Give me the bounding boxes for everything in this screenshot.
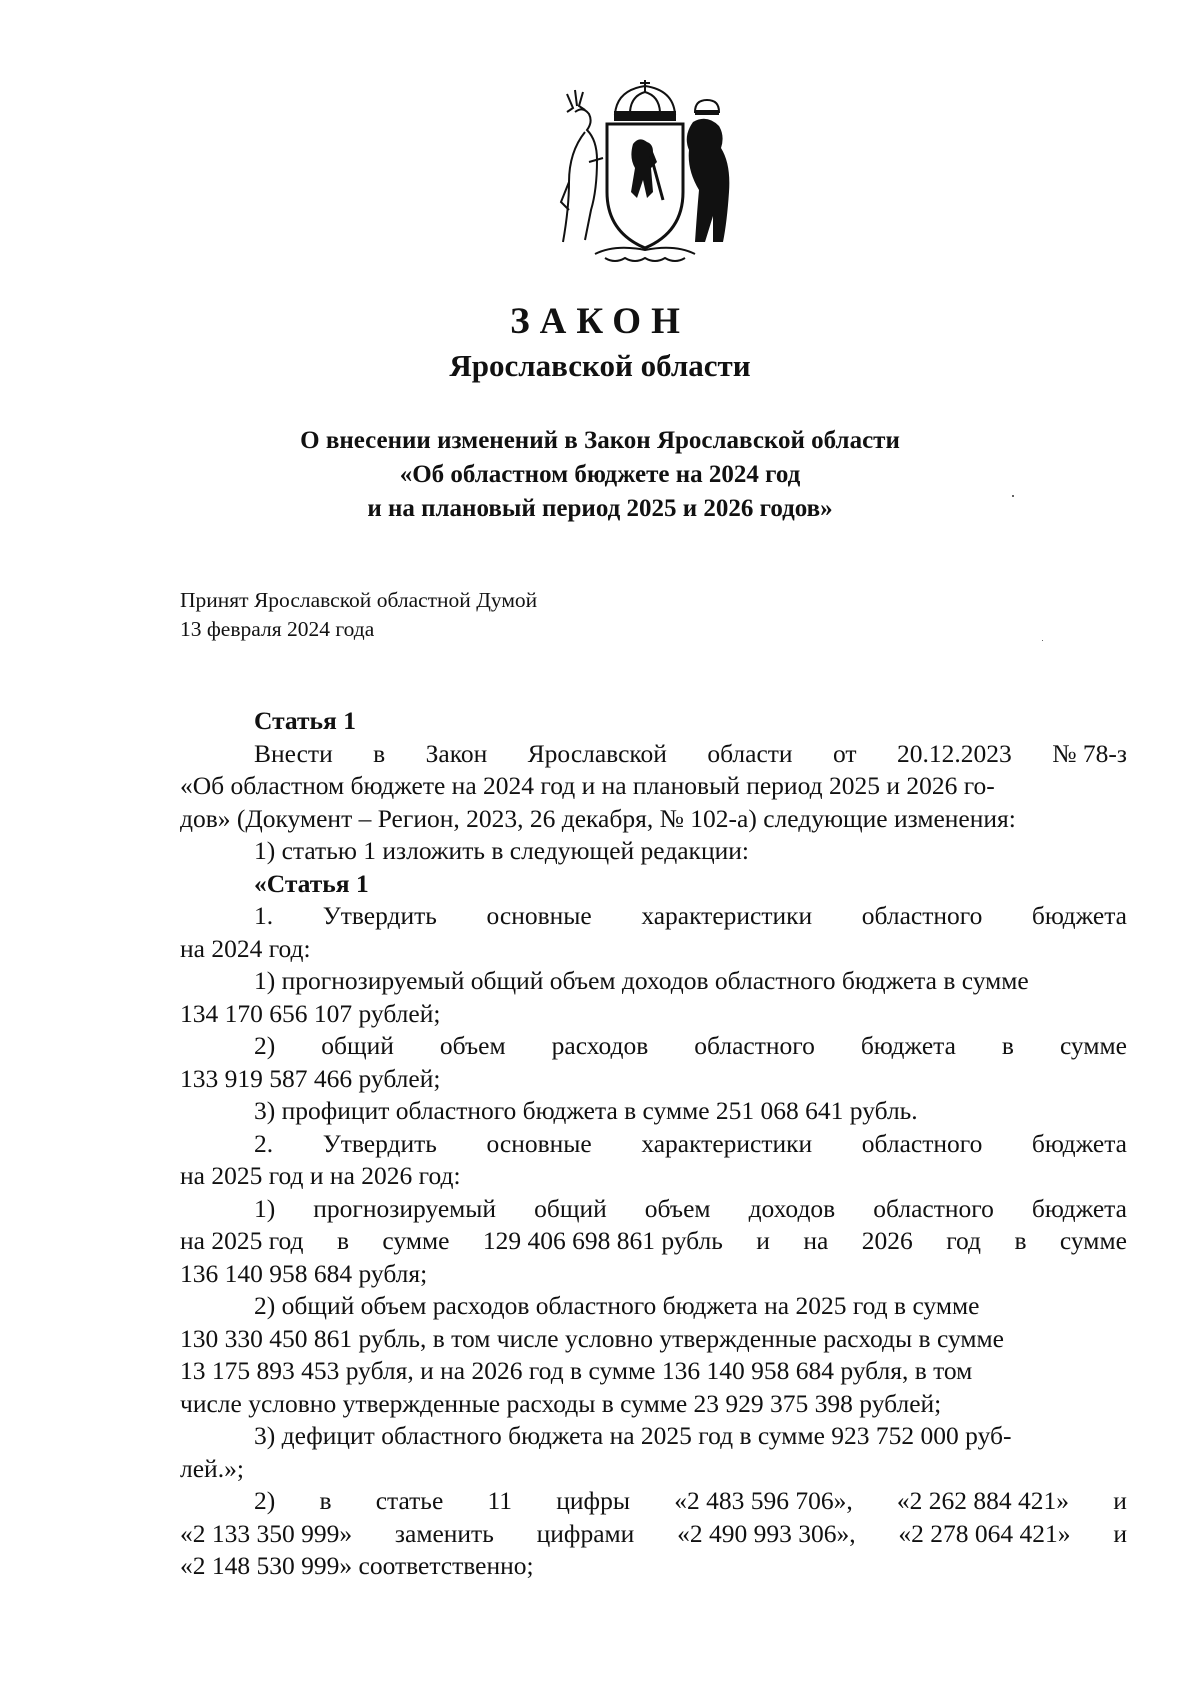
word: цифры — [556, 1486, 630, 1515]
word: Утвердить — [322, 1128, 437, 1158]
text-line: «Об областном бюджете на 2024 год и на плановый период 2025 и 2026 го- — [180, 771, 995, 800]
word: объем — [644, 1193, 711, 1223]
word: от — [833, 738, 857, 768]
word: № 78-з — [1052, 738, 1127, 768]
word: 129 406 698 861 рубль — [482, 1226, 723, 1255]
scan-speck — [1042, 640, 1043, 641]
text-line: 136 140 958 684 рубля; — [180, 1258, 428, 1288]
scan-speck — [1012, 495, 1014, 497]
text-line — [180, 1518, 1127, 1551]
word: бюджета — [1031, 1128, 1127, 1158]
quoted-article-heading: «Статья 1 — [254, 868, 369, 898]
subject-line-3: и на плановый период 2025 и 2026 годов» — [367, 495, 833, 522]
word: статье — [375, 1486, 444, 1515]
word: доходов — [748, 1193, 836, 1223]
text-line: на 2024 год: — [180, 933, 311, 963]
word: на — [803, 1226, 829, 1255]
word: Утвердить — [322, 901, 437, 930]
word: 2) — [254, 1486, 276, 1515]
text-line — [180, 1225, 1127, 1258]
word: прогнозируемый — [313, 1193, 497, 1223]
law-body — [180, 705, 1127, 1583]
text-line: 1) прогнозируемый общий объем доходов областного бюджета в сумме — [254, 966, 1029, 995]
subject-line-1: О внесении изменений в Закон Ярославской области — [300, 427, 900, 454]
text-line: 3) дефицит областного бюджета на 2025 год в сумме 923 752 000 руб- — [254, 1421, 1012, 1450]
text-line: 134 170 656 107 рублей; — [180, 998, 441, 1028]
document-type-title: ЗАКОН — [510, 301, 690, 342]
text-line: 1) статью 1 изложить в следующей редакции: — [254, 836, 749, 865]
text-line — [180, 738, 1127, 771]
region-title: Ярославской области — [449, 348, 751, 383]
word: бюджета — [1031, 1193, 1127, 1223]
word: «2 490 993 306», — [677, 1518, 856, 1548]
word: общий — [534, 1193, 607, 1223]
article-heading: Статья 1 — [254, 706, 356, 735]
text-line: лей.»; — [180, 1453, 244, 1483]
text-line: 130 330 450 861 рубль, в том числе условно утвержденные расходы в сумме — [180, 1323, 1004, 1353]
word: 2. — [254, 1128, 274, 1158]
word: основные — [486, 1128, 592, 1158]
text-line: 13 175 893 453 рубля, и на 2026 год в сумме 136 140 958 684 рубля, в том — [180, 1356, 973, 1385]
word: объем — [439, 1031, 506, 1060]
adoption-date: 13 февраля 2024 года — [180, 617, 375, 641]
word: «2 133 350 999» — [180, 1518, 353, 1548]
word: в — [1001, 1031, 1014, 1060]
word: в — [373, 738, 386, 768]
law-subject-title — [0, 424, 1200, 526]
word: 20.12.2023 — [897, 738, 1012, 768]
word: в — [319, 1486, 332, 1515]
text-line — [180, 900, 1127, 933]
adoption-body: Принят Ярославской областной Думой — [180, 588, 538, 612]
word: 2026 — [861, 1226, 913, 1255]
word: «2 483 596 706», — [674, 1486, 853, 1515]
word: год — [946, 1226, 982, 1255]
text-line — [180, 1193, 1127, 1226]
subject-line-2: «Об областном бюджете на 2024 год — [399, 461, 801, 488]
word: 1) — [254, 1193, 276, 1223]
word: областного — [861, 901, 983, 930]
text-line: дов» (Документ – Регион, 2023, 26 декабря, № 102-а) следующие изменения: — [180, 803, 1016, 833]
word: характеристики — [641, 901, 813, 930]
word: сумме — [1059, 1226, 1127, 1255]
word: Ярославской — [527, 738, 667, 768]
text-line — [180, 1485, 1127, 1518]
text-line: числе условно утвержденные расходы в сумме 23 929 375 398 рублей; — [180, 1388, 942, 1418]
word: основные — [486, 901, 592, 930]
word: областного — [873, 1193, 994, 1223]
word: и — [756, 1226, 770, 1255]
word: Закон — [425, 738, 488, 768]
word: Внести — [254, 738, 333, 768]
word: бюджета — [1031, 901, 1127, 930]
text-line — [180, 1128, 1127, 1161]
word: в — [1014, 1226, 1027, 1255]
text-line: 3) профицит областного бюджета в сумме 251 068 641 рубль. — [254, 1096, 918, 1125]
word: 2) — [254, 1031, 276, 1060]
word: в — [336, 1226, 349, 1255]
word: бюджета — [860, 1031, 956, 1060]
word: заменить — [394, 1518, 494, 1548]
word: и — [1113, 1486, 1127, 1515]
word: областного — [861, 1128, 983, 1158]
yaroslavl-coat-of-arms-icon — [545, 72, 745, 272]
word: 1. — [254, 901, 274, 930]
word: 11 — [487, 1486, 513, 1515]
word: на 2025 год — [180, 1226, 304, 1255]
word: расходов — [551, 1031, 649, 1060]
text-line: 133 919 587 466 рублей; — [180, 1063, 441, 1093]
word: характеристики — [641, 1128, 813, 1158]
text-line — [180, 1030, 1127, 1063]
word: сумме — [382, 1226, 450, 1255]
word: «2 262 884 421» — [896, 1486, 1070, 1515]
text-line: на 2025 год и на 2026 год: — [180, 1161, 461, 1190]
word: «2 278 064 421» — [898, 1518, 1071, 1548]
word: цифрами — [536, 1518, 635, 1548]
word: общий — [321, 1031, 394, 1060]
word: областного — [694, 1031, 815, 1060]
word: сумме — [1059, 1031, 1127, 1060]
adoption-note — [180, 586, 537, 644]
text-line: 2) общий объем расходов областного бюджета на 2025 год в сумме — [254, 1291, 980, 1320]
word: области — [707, 738, 793, 768]
word: и — [1113, 1518, 1127, 1548]
text-line: «2 148 530 999» соответственно; — [180, 1551, 534, 1580]
